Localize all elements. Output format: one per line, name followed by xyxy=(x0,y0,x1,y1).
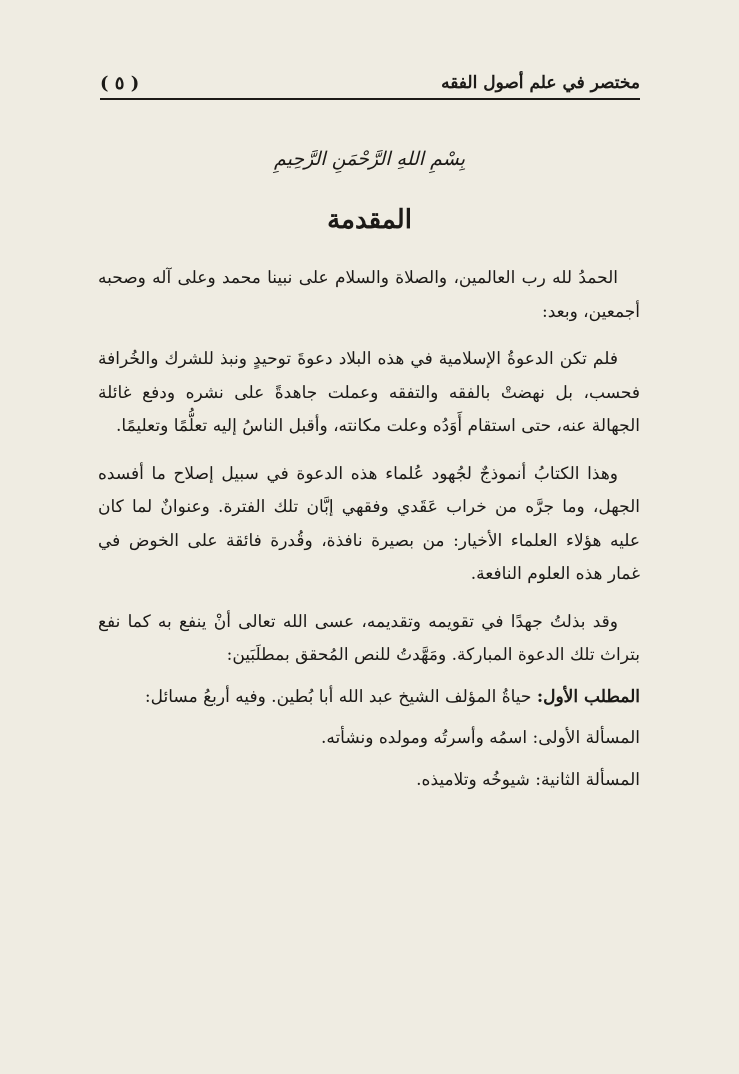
paragraph: الحمدُ لله رب العالمين، والصلاة والسلام على نبينا محمد وعلى آله وصحبه أجمعين، وبعد: xyxy=(98,268,640,322)
section-title: المقدمة xyxy=(327,205,412,235)
body-text xyxy=(98,262,640,811)
book-title: مختصر في علم أصول الفقه xyxy=(441,73,640,93)
section-lead: المطلب الأول: xyxy=(536,686,640,707)
list-item: المسألة الثانية: شيوخُه وتلاميذه. xyxy=(416,769,640,790)
paragraph: فلم تكن الدعوةُ الإسلامية في هذه البلاد دعوةَ توحيدٍ ونبذ للشرك والخُرافة فحسب، بل نهضتْ بالفقه والتفقه وعملت جاهدةً على نشره ودفع غائلة الجهالة عنه، حتى استقام أَوَدُه وعلت مكانته، وأقبل الناسُ إليه تعلُّمًا وتعليمًا. xyxy=(98,349,640,436)
paragraph xyxy=(98,681,640,715)
header-rule xyxy=(100,98,640,100)
paragraph-text: حياةُ المؤلف الشيخ عبد الله أبا بُطين. وفيه أربعُ مسائل: xyxy=(144,686,537,707)
running-header xyxy=(100,68,640,98)
page-number: ( ٥ ) xyxy=(100,72,140,94)
paragraph: وهذا الكتابُ أنموذجٌ لجُهود عُلماء هذه الدعوة في سبيل إصلاح ما أفسده الجهل، وما جرَّه من خراب عَقَدي وفقهي إبَّان تلك الفترة. وعنوانٌ لما كان عليه هؤلاء العلماء الأخيار: من بصيرة نافذة، وقُدرة فائقة على الخوض في غمار هذه العلوم النافعة. xyxy=(98,463,640,584)
list-item: المسألة الأولى: اسمُه وأسرتُه ومولده ونشأته. xyxy=(320,728,640,748)
basmala: بِسْمِ اللهِ الرَّحْمَنِ الرَّحِيمِ xyxy=(274,148,465,170)
paragraph: وقد بذلتُ جهدًا في تقويمه وتقديمه، عسى الله تعالى أنْ ينفع به كما نفع بتراث تلك الدعوة المباركة. ومَهَّدتُ للنص المُحقق بمطلَبَين: xyxy=(98,611,640,665)
